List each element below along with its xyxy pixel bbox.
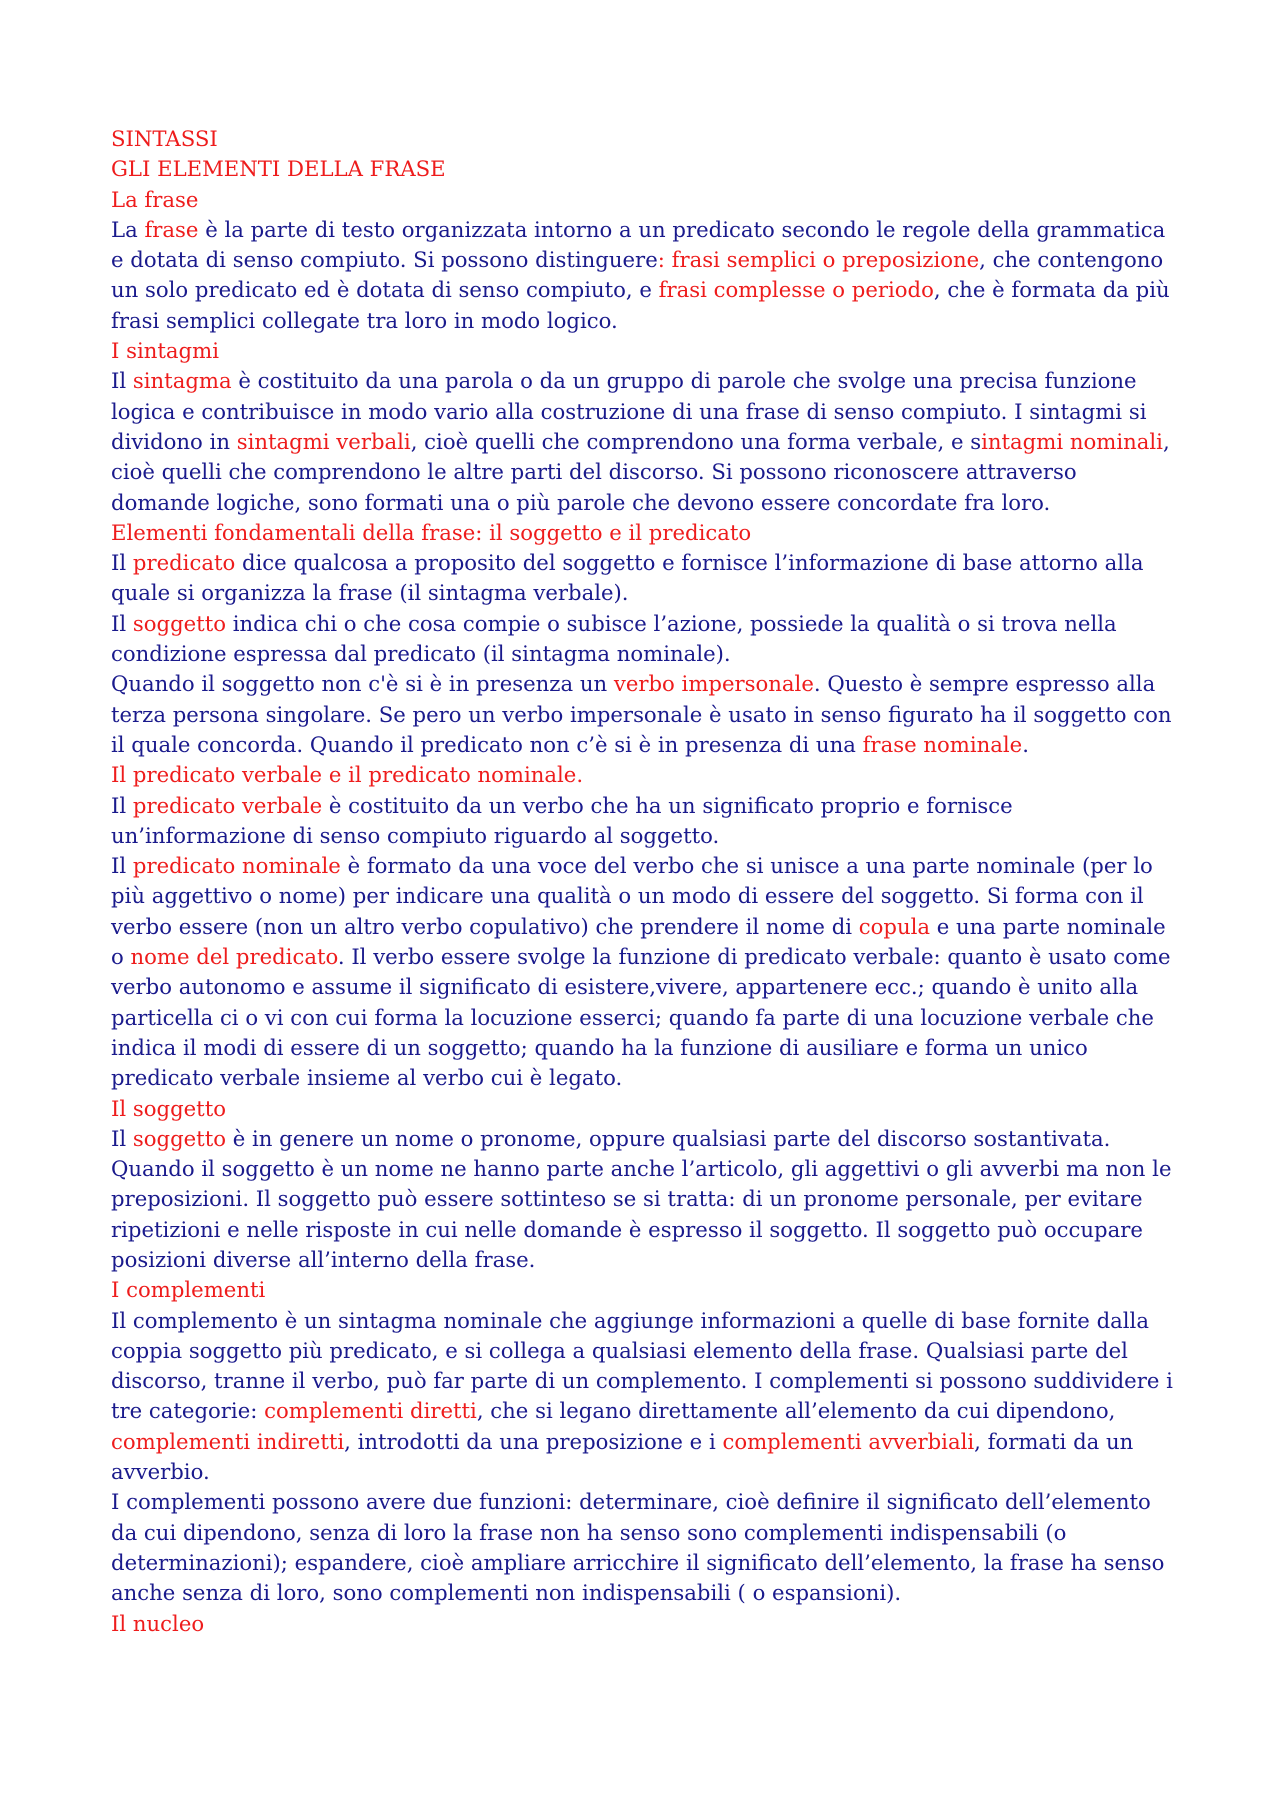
paragraph-soggetto [111,1124,1181,1275]
keyword: verbo impersonale [613,671,814,697]
section-heading-nucleo: Il nucleo [111,1610,205,1636]
text-run: I complementi possono avere due funzioni: determinare, cioè definire il significato dell’elemento da cui dipendono, senza di loro la frase non ha senso sono complementi indispensabili (o determinazioni); espandere, cioè ampliare arricchire il significato dell’elemento, la frase ha senso anche senza di loro, sono complementi non indispensabili ( o espansioni). [111,1489,1165,1606]
text-run: è in genere un nome o pronome, oppure qualsiasi parte del discorso sostantivata. Quando il soggetto è un nome ne hanno parte anche l’articolo, gli aggettivi o gli avverbi ma non le preposizioni. Il soggetto può essere sottinteso se si tratta: di un pronome personale, per evitare ripetizioni e nelle risposte in cui nelle domande è espresso il soggetto. Il soggetto può occupare posizioni diverse all’interno della frase. [111,1125,1172,1272]
paragraph-predicato-nominale [111,851,1181,1093]
paragraph-predicato-verbale [111,791,1181,852]
keyword: copula [858,913,931,939]
text-run: , introdotti da una preposizione e i [344,1428,723,1454]
keyword: sintagmi verbali [236,428,411,454]
text-run: , che contengono un solo predicato ed è dotata di senso compiuto, e [111,247,1164,303]
text-run: Il [111,792,133,818]
paragraph-complementi-funzioni [111,1487,1181,1608]
paragraph-impersonale [111,669,1181,760]
text-run: , che si legano direttamente all’elemento da cui dipendono, [476,1398,1116,1424]
text-run: e una parte nominale o [111,913,1166,970]
keyword: predicato [132,550,236,576]
document-title: SINTASSI [111,126,218,151]
keyword: intagmi nominali [981,428,1163,454]
paragraph-complementi [111,1306,1181,1488]
text-run: è formato da una voce del verbo che si unisce a una parte nominale (per lo più aggettivo o nome) per indicare una qualità o un modo di essere del soggetto. Si forma con il verbo essere (non un altro verbo copulativo) che prendere il nome di [111,853,1153,939]
document-page [111,124,1181,1639]
text-run: , cioè quelli che comprendono una forma verbale, e s [410,428,982,454]
section-heading-fondamentali: Elementi fondamentali della frase: il soggetto e il predicato [111,519,752,545]
text-run: è la parte di testo organizzata intorno a un predicato secondo le regole della grammatica e dotata di senso compiuto. Si possono distinguere [111,216,1166,273]
section-heading-frase: La frase [111,186,199,212]
section-heading-predicati: Il predicato verbale e il predicato nominale. [111,762,584,788]
text-run: Il [111,1125,133,1151]
keyword: complementi indiretti [111,1428,345,1454]
keyword: soggetto [132,610,226,636]
text-run: Il [111,368,133,394]
text-run: . [1022,731,1029,757]
text-run: Il [111,610,133,636]
section-heading-complementi: I complementi [111,1277,266,1303]
paragraph-predicato [111,548,1181,609]
keyword: soggetto [132,1125,226,1151]
text-run: , formati da un avverbio. [111,1428,1134,1485]
text-run: è costituito da un verbo che ha un significato proprio e fornisce un’informazione di senso compiuto riguardo al soggetto. [111,792,1013,848]
document-subtitle: GLI ELEMENTI DELLA FRASE [111,156,446,182]
paragraph-frase [111,215,1181,336]
keyword: frase [144,216,199,242]
paragraph-sintagmi [111,366,1181,517]
text-run: indica chi o che cosa compie o subisce l’azione, possiede la qualità o si trova nella condizione espressa dal predicato (il sintagma nominale). [111,610,1117,667]
text-run: , cioè quelli che comprendono le altre parti del discorso. Si possono riconoscere attraverso domande logiche, sono formati una o più parole che devono essere concordate fra loro. [111,428,1170,515]
keyword: : frasi semplici o preposizione [657,247,980,273]
paragraph-soggetto-def [111,609,1181,670]
text-run: , che è formata da più frasi semplici collegate tra loro in modo logico. [111,277,1170,333]
keyword: predicato verbale [132,792,323,818]
text-run: Quando il soggetto non c'è si è in presenza un [111,671,614,697]
section-heading-sintagmi: I sintagmi [111,338,219,364]
keyword: complementi diretti [264,1398,477,1424]
text-run: . Questo è sempre espresso alla terza persona singolare. Se pero un verbo impersonale è usato in senso figurato ha il soggetto con il quale concorda. Quando il predicato non c’è si è in presenza di una [111,671,1172,757]
text-run: La [111,216,145,242]
keyword: frase nominale [862,731,1023,757]
keyword: predicato nominale [132,853,341,879]
text-run: dice qualcosa a proposito del soggetto e fornisce l’informazione di base attorno alla quale si organizza la frase (il sintagma verbale). [111,550,1144,606]
keyword: frasi complesse o periodo [658,277,934,303]
section-heading-soggetto: Il soggetto [111,1095,226,1121]
text-run: Il [111,550,133,576]
keyword: complementi avverbiali [722,1428,975,1454]
text-run: Il complemento è un sintagma nominale che aggiunge informazioni a quelle di base fornite dalla coppia soggetto più predicato, e si collega a qualsiasi elemento della frase. Qualsiasi parte del discorso, tranne il verbo, può far parte di un complemento. I complementi si possono suddividere i tre categorie: [111,1307,1173,1424]
text-run: è costituito da una parola o da un gruppo di parole che svolge una precisa funzione logica e contribuisce in modo vario alla costruzione di una frase di senso compiuto. I sintagmi si dividono in [111,368,1147,454]
keyword: sintagma [132,368,232,394]
keyword: nome del predicato [130,944,338,970]
text-run: . Il verbo essere svolge la funzione di predicato verbale: quanto è usato come verbo autonomo e assume il significato di esistere,vivere, appartenere ecc.; quando è unito alla particella ci o vi con cui forma la locuzione esserci; quando fa parte di una locuzione verbale che indica il modi di essere di un soggetto; quando ha la funzione di ausiliare e forma un unico predicato verbale insieme al verbo cui è legato. [111,944,1171,1091]
text-run: Il [111,853,133,879]
